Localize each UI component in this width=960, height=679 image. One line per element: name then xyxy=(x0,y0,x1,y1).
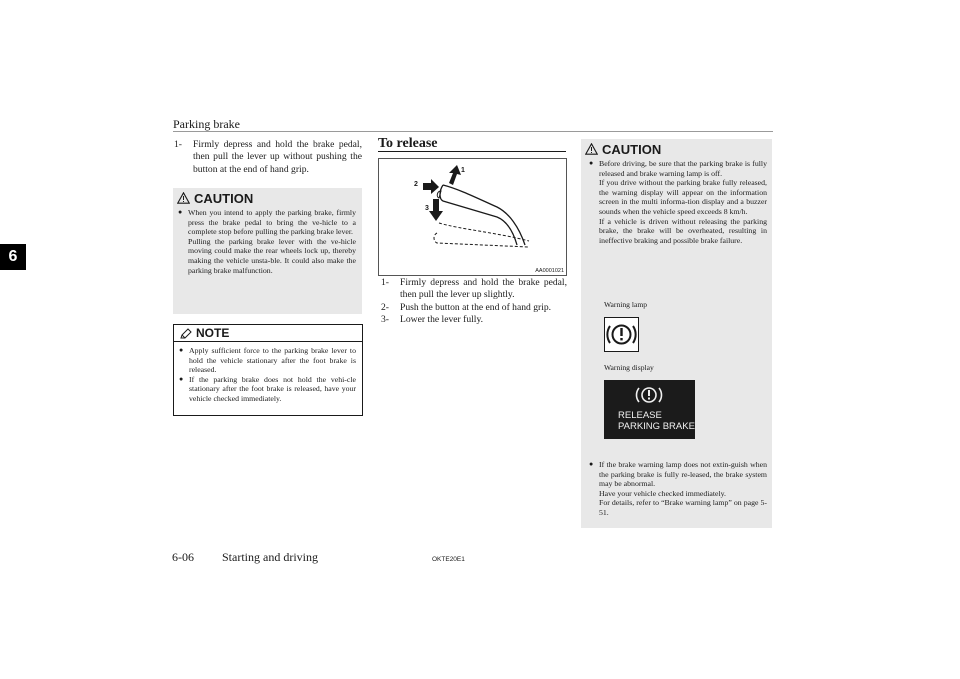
step-text: Lower the lever fully. xyxy=(400,314,484,325)
bullet-dot-icon: ● xyxy=(589,460,594,468)
display-message xyxy=(618,410,695,432)
caution-text: Have your vehicle checked immediately. xyxy=(599,488,727,498)
caution-heading xyxy=(173,188,362,208)
arrow-up-icon xyxy=(449,165,461,185)
warning-triangle-icon xyxy=(177,192,190,204)
apply-step-1 xyxy=(174,139,362,176)
caution-heading xyxy=(581,139,772,159)
running-header: Parking brake xyxy=(173,117,240,131)
caution-paragraph xyxy=(176,237,356,275)
warning-display-screen xyxy=(604,380,695,439)
note-heading xyxy=(174,325,362,342)
step-number: 1- xyxy=(381,277,389,288)
step-number: 3- xyxy=(381,314,389,325)
arrow-right-icon xyxy=(423,179,439,194)
warning-triangle-icon xyxy=(585,143,598,155)
caution-bullet xyxy=(587,460,767,518)
pencil-note-icon xyxy=(180,328,192,339)
caution-bullet xyxy=(176,208,356,237)
document-code: OKTE20E1 xyxy=(432,556,465,563)
figure-code: AA0001021 xyxy=(535,268,564,274)
header-rule xyxy=(173,131,773,132)
release-step-1 xyxy=(381,277,567,302)
caution-title: CAUTION xyxy=(194,190,254,206)
brake-lever-illustration xyxy=(379,159,566,275)
arrow-down-icon xyxy=(429,199,443,221)
caution-text: For details, refer to “Brake warning lamp” on page 5-51. xyxy=(599,498,767,517)
callout-3: 3 xyxy=(425,205,429,212)
warning-lamp-symbol xyxy=(604,317,639,352)
bullet-dot-icon: ● xyxy=(589,159,594,167)
caution-box-release xyxy=(581,139,772,528)
caution-text: If a vehicle is driven without releasing the parking brake, the brake will be overheated, resulting in ineffective braking and possible brake failure. xyxy=(599,216,767,245)
release-step-2 xyxy=(381,302,567,314)
bullet-dot-icon: ● xyxy=(178,208,183,216)
caution-text: If the brake warning lamp does not extin-guish when the parking brake is fully re-leased, the brake system may be abnormal. xyxy=(599,460,767,489)
parking-brake-lever-figure xyxy=(378,158,567,276)
note-bullet-text: Apply sufficient force to the parking brake lever to hold the vehicle stationary after the foot brake is released. xyxy=(189,346,356,375)
caution-text: If you drive without the parking brake fully released, the warning display will appear on the information screen in the multi informa-tion display and a buzzer sounds when the vehicle speed exceeds 8 km/h. xyxy=(599,178,767,216)
caution-bullet-2-wrap xyxy=(587,460,767,518)
section-rule xyxy=(378,151,566,152)
chapter-tab: 6 xyxy=(0,244,26,270)
warning-lamp-label: Warning lamp xyxy=(604,300,648,309)
step-number: 1- xyxy=(174,139,182,150)
caution-bullet-text: When you intend to apply the parking brake, firmly press the brake pedal to bring the ve-hicle to a complete stop before pulling the parking brake lever. xyxy=(188,208,356,237)
page-number: 6-06 xyxy=(172,550,194,564)
step-text: Firmly depress and hold the brake pedal, then pull the lever up without pushing the button at the end of hand grip. xyxy=(193,139,362,175)
chapter-name: Starting and driving xyxy=(222,550,318,564)
bullet-dot-icon: ● xyxy=(179,346,184,354)
step-text: Firmly depress and hold the brake pedal, then pull the lever up slightly. xyxy=(400,277,567,301)
caution-paragraph-text: Pulling the parking brake lever with the ve-hicle moving could make the rear wheels lock up, thereby making the vehicle unsta-ble. It could also make the parking brake malfunction. xyxy=(188,236,356,275)
bullet-dot-icon: ● xyxy=(179,374,184,383)
brake-warning-icon xyxy=(605,318,638,351)
step-number: 2- xyxy=(381,302,389,313)
note-box xyxy=(173,324,363,416)
brake-warning-icon xyxy=(635,383,663,407)
caution-title: CAUTION xyxy=(602,141,662,157)
callout-1: 1 xyxy=(461,167,465,174)
display-line-1: RELEASE xyxy=(618,410,662,421)
note-bullet-text: If the parking brake does not hold the vehi-cle stationary after the foot brake is released, have your vehicle checked immediately. xyxy=(189,374,356,403)
note-title: NOTE xyxy=(196,326,230,340)
warning-display-label: Warning display xyxy=(604,363,654,372)
step-text: Push the button at the end of hand grip. xyxy=(400,302,552,313)
callout-2: 2 xyxy=(414,181,418,188)
caution-box-apply xyxy=(173,188,362,314)
note-bullet xyxy=(177,346,356,375)
section-title-to-release: To release xyxy=(378,136,438,151)
display-line-2: PARKING BRAKE xyxy=(618,421,695,432)
note-bullet xyxy=(177,375,356,404)
release-step-3 xyxy=(381,314,567,326)
caution-text: Before driving, be sure that the parking brake is fully released and brake warning lamp is off. xyxy=(599,159,767,178)
caution-bullet xyxy=(587,159,767,245)
